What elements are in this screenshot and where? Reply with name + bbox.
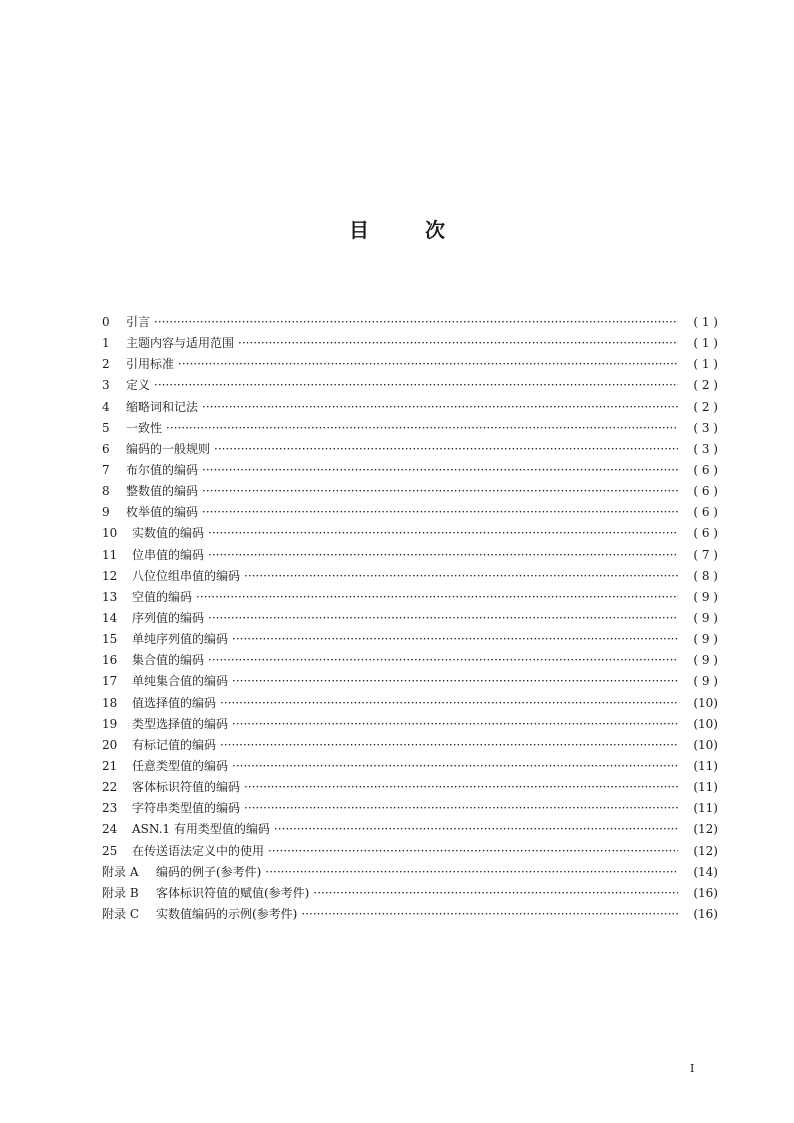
- toc-entry-number: 4: [102, 399, 110, 414]
- toc-entry[interactable]: [102, 587, 718, 608]
- toc-entry-label: 定义: [126, 378, 151, 393]
- toc-leader-dots: [301, 904, 678, 925]
- toc-entry-number: 附录 B: [102, 885, 139, 900]
- toc-entry-page: ( 9 ): [693, 632, 718, 647]
- toc-entry-number: 20: [102, 737, 118, 752]
- toc-entry[interactable]: [102, 756, 718, 777]
- toc-entry[interactable]: [102, 904, 718, 925]
- toc-leader-dots: [202, 397, 678, 418]
- toc-entry-label: 编码的例子(参考件): [156, 864, 262, 879]
- toc-leader-dots: [232, 629, 678, 650]
- toc-entry[interactable]: [102, 375, 718, 396]
- toc-entry-number: 10: [102, 526, 118, 541]
- toc-entry-number: 23: [102, 801, 118, 816]
- toc-entry-page: (11): [693, 801, 718, 816]
- toc-entry-page: ( 1 ): [693, 315, 718, 329]
- toc-entry-number: 25: [102, 843, 118, 858]
- toc-leader-dots: [238, 333, 678, 354]
- toc-entry-number: 11: [102, 547, 118, 562]
- toc-entry-number: 0: [102, 315, 110, 329]
- toc-entry[interactable]: [102, 481, 718, 502]
- toc-entry-label: 单纯序列值的编码: [132, 632, 229, 647]
- toc-entry-page: ( 3 ): [693, 441, 718, 456]
- toc-entry[interactable]: [102, 397, 718, 418]
- toc-entry[interactable]: [102, 439, 718, 460]
- toc-entry-label: 单纯集合值的编码: [132, 674, 229, 689]
- toc-entry-page: (11): [693, 758, 718, 773]
- toc-entry-label: 集合值的编码: [132, 653, 205, 668]
- toc-entry[interactable]: [102, 312, 718, 333]
- toc-entry-label: 缩略词和记法: [126, 399, 199, 414]
- toc-entry-number: 17: [102, 674, 118, 689]
- toc-entry-number: 5: [102, 420, 110, 435]
- toc-entry-page: ( 9 ): [693, 653, 718, 668]
- toc-entry-number: 2: [102, 357, 110, 372]
- toc-entry-number: 1: [102, 336, 110, 351]
- toc-entry-page: (11): [693, 780, 718, 795]
- toc-entry-label: 客体标识符值的编码: [132, 780, 241, 795]
- toc-entry[interactable]: [102, 862, 718, 883]
- toc-entry-label: 字符串类型值的编码: [132, 801, 241, 816]
- toc-entry[interactable]: [102, 650, 718, 671]
- toc-entry-page: (12): [693, 822, 718, 837]
- toc-entry-label: 编码的一般规则: [126, 441, 211, 456]
- toc-entry[interactable]: [102, 418, 718, 439]
- toc-entry-label: 在传送语法定义中的使用: [132, 843, 265, 858]
- toc-leader-dots: [202, 502, 678, 523]
- toc-entry-page: ( 9 ): [693, 610, 718, 625]
- toc-entry-number: 14: [102, 610, 118, 625]
- toc-entry-number: 22: [102, 780, 118, 795]
- toc-entry-label: 实数值编码的示例(参考件): [156, 906, 298, 921]
- toc-entry-label: 客体标识符值的赋值(参考件): [156, 885, 310, 900]
- toc-entry[interactable]: [102, 354, 718, 375]
- toc-entry-page: ( 3 ): [693, 420, 718, 435]
- toc-entry-label: 有标记值的编码: [132, 737, 217, 752]
- toc-entry-number: 18: [102, 695, 118, 710]
- toc-leader-dots: [274, 819, 678, 840]
- toc-leader-dots: [232, 714, 678, 735]
- toc-leader-dots: [202, 460, 678, 481]
- toc-entry-label: 任意类型值的编码: [132, 758, 229, 773]
- toc-leader-dots: [220, 693, 678, 714]
- toc-entry-page: (14): [693, 864, 718, 879]
- title-char-2: 次: [425, 218, 445, 242]
- toc-entry-label: 值选择值的编码: [132, 695, 217, 710]
- toc-entry[interactable]: [102, 523, 718, 544]
- toc-entry-label: 引用标准: [126, 357, 175, 372]
- toc-entry-number: 附录 C: [102, 906, 139, 921]
- toc-leader-dots: [208, 523, 678, 544]
- toc-entry[interactable]: [102, 333, 718, 354]
- toc-entry-number: 13: [102, 589, 118, 604]
- toc-entry-number: 16: [102, 653, 118, 668]
- toc-entry-number: 8: [102, 484, 110, 499]
- toc-entry-number: 21: [102, 758, 118, 773]
- toc-leader-dots: [208, 608, 678, 629]
- toc-entry-number: 3: [102, 378, 110, 393]
- toc-entry[interactable]: [102, 798, 718, 819]
- toc-leader-dots: [196, 587, 678, 608]
- toc-entry-page: ( 6 ): [693, 526, 718, 541]
- toc-entry-page: ( 9 ): [693, 589, 718, 604]
- toc-leader-dots: [202, 481, 678, 502]
- toc-entry[interactable]: [102, 671, 718, 692]
- toc-leader-dots: [220, 735, 678, 756]
- toc-entry-page: ( 9 ): [693, 674, 718, 689]
- page-number: I: [690, 1062, 695, 1075]
- toc-entry[interactable]: [102, 629, 718, 650]
- toc-entry-label: 布尔值的编码: [126, 462, 199, 477]
- toc-entry[interactable]: [102, 566, 718, 587]
- toc-entry-label: 八位位组串值的编码: [132, 568, 241, 583]
- toc-entry-page: ( 1 ): [693, 336, 718, 351]
- toc-entry-page: ( 1 ): [693, 357, 718, 372]
- toc-leader-dots: [244, 798, 678, 819]
- toc-entry-label: 枚举值的编码: [126, 505, 199, 520]
- toc-leader-dots: [154, 375, 678, 396]
- toc-entry-label: 位串值的编码: [132, 547, 205, 562]
- toc-entry-number: 15: [102, 632, 118, 647]
- toc-entry-label: 一致性: [126, 420, 163, 435]
- toc-entry[interactable]: [102, 693, 718, 714]
- table-of-contents: [102, 312, 718, 925]
- toc-entry-page: (10): [693, 737, 718, 752]
- toc-entry-label: 实数值的编码: [132, 526, 205, 541]
- toc-leader-dots: [268, 841, 678, 862]
- toc-entry-page: ( 2 ): [693, 399, 718, 414]
- toc-entry-number: 7: [102, 462, 110, 477]
- toc-entry-label: 主题内容与适用范围: [126, 336, 235, 351]
- toc-leader-dots: [244, 566, 678, 587]
- toc-entry[interactable]: [102, 502, 718, 523]
- toc-entry[interactable]: [102, 777, 718, 798]
- toc-entry-page: (10): [693, 695, 718, 710]
- toc-entry-page: ( 7 ): [693, 547, 718, 562]
- toc-entry-label: 空值的编码: [132, 589, 193, 604]
- toc-entry-label: 整数值的编码: [126, 484, 199, 499]
- toc-entry-number: 19: [102, 716, 118, 731]
- toc-entry[interactable]: [102, 819, 718, 840]
- toc-entry-label: 引言: [126, 315, 151, 329]
- toc-entry[interactable]: [102, 883, 718, 904]
- toc-entry-page: (16): [693, 885, 718, 900]
- toc-leader-dots: [313, 883, 678, 904]
- toc-entry-number: 9: [102, 505, 110, 520]
- toc-leader-dots: [232, 756, 678, 777]
- toc-entry-number: 6: [102, 441, 110, 456]
- toc-entry[interactable]: [102, 460, 718, 481]
- toc-entry-page: ( 2 ): [693, 378, 718, 393]
- toc-entry-page: (12): [693, 843, 718, 858]
- toc-entry-page: ( 8 ): [693, 568, 718, 583]
- toc-entry-page: (16): [693, 906, 718, 921]
- toc-leader-dots: [244, 777, 678, 798]
- toc-entry-number: 12: [102, 568, 118, 583]
- toc-entry[interactable]: [102, 714, 718, 735]
- toc-entry-page: ( 6 ): [693, 484, 718, 499]
- toc-entry-page: (10): [693, 716, 718, 731]
- page-title: [0, 214, 794, 243]
- toc-entry-number: 24: [102, 822, 118, 837]
- toc-leader-dots: [166, 418, 678, 439]
- toc-leader-dots: [232, 671, 678, 692]
- toc-leader-dots: [208, 650, 678, 671]
- title-char-1: 目: [349, 218, 369, 242]
- toc-leader-dots: [208, 545, 678, 566]
- toc-entry-page: ( 6 ): [693, 505, 718, 520]
- toc-entry[interactable]: [102, 735, 718, 756]
- toc-entry[interactable]: [102, 545, 718, 566]
- toc-leader-dots: [178, 354, 678, 375]
- toc-entry-label: 序列值的编码: [132, 610, 205, 625]
- toc-entry-label: 类型选择值的编码: [132, 716, 229, 731]
- toc-entry-label: ASN.1 有用类型值的编码: [132, 822, 270, 837]
- toc-entry[interactable]: [102, 841, 718, 862]
- toc-leader-dots: [214, 439, 678, 460]
- toc-entry-number: 附录 A: [102, 864, 139, 879]
- toc-entry-page: ( 6 ): [693, 462, 718, 477]
- toc-entry[interactable]: [102, 608, 718, 629]
- toc-leader-dots: [154, 312, 678, 333]
- toc-leader-dots: [265, 862, 678, 883]
